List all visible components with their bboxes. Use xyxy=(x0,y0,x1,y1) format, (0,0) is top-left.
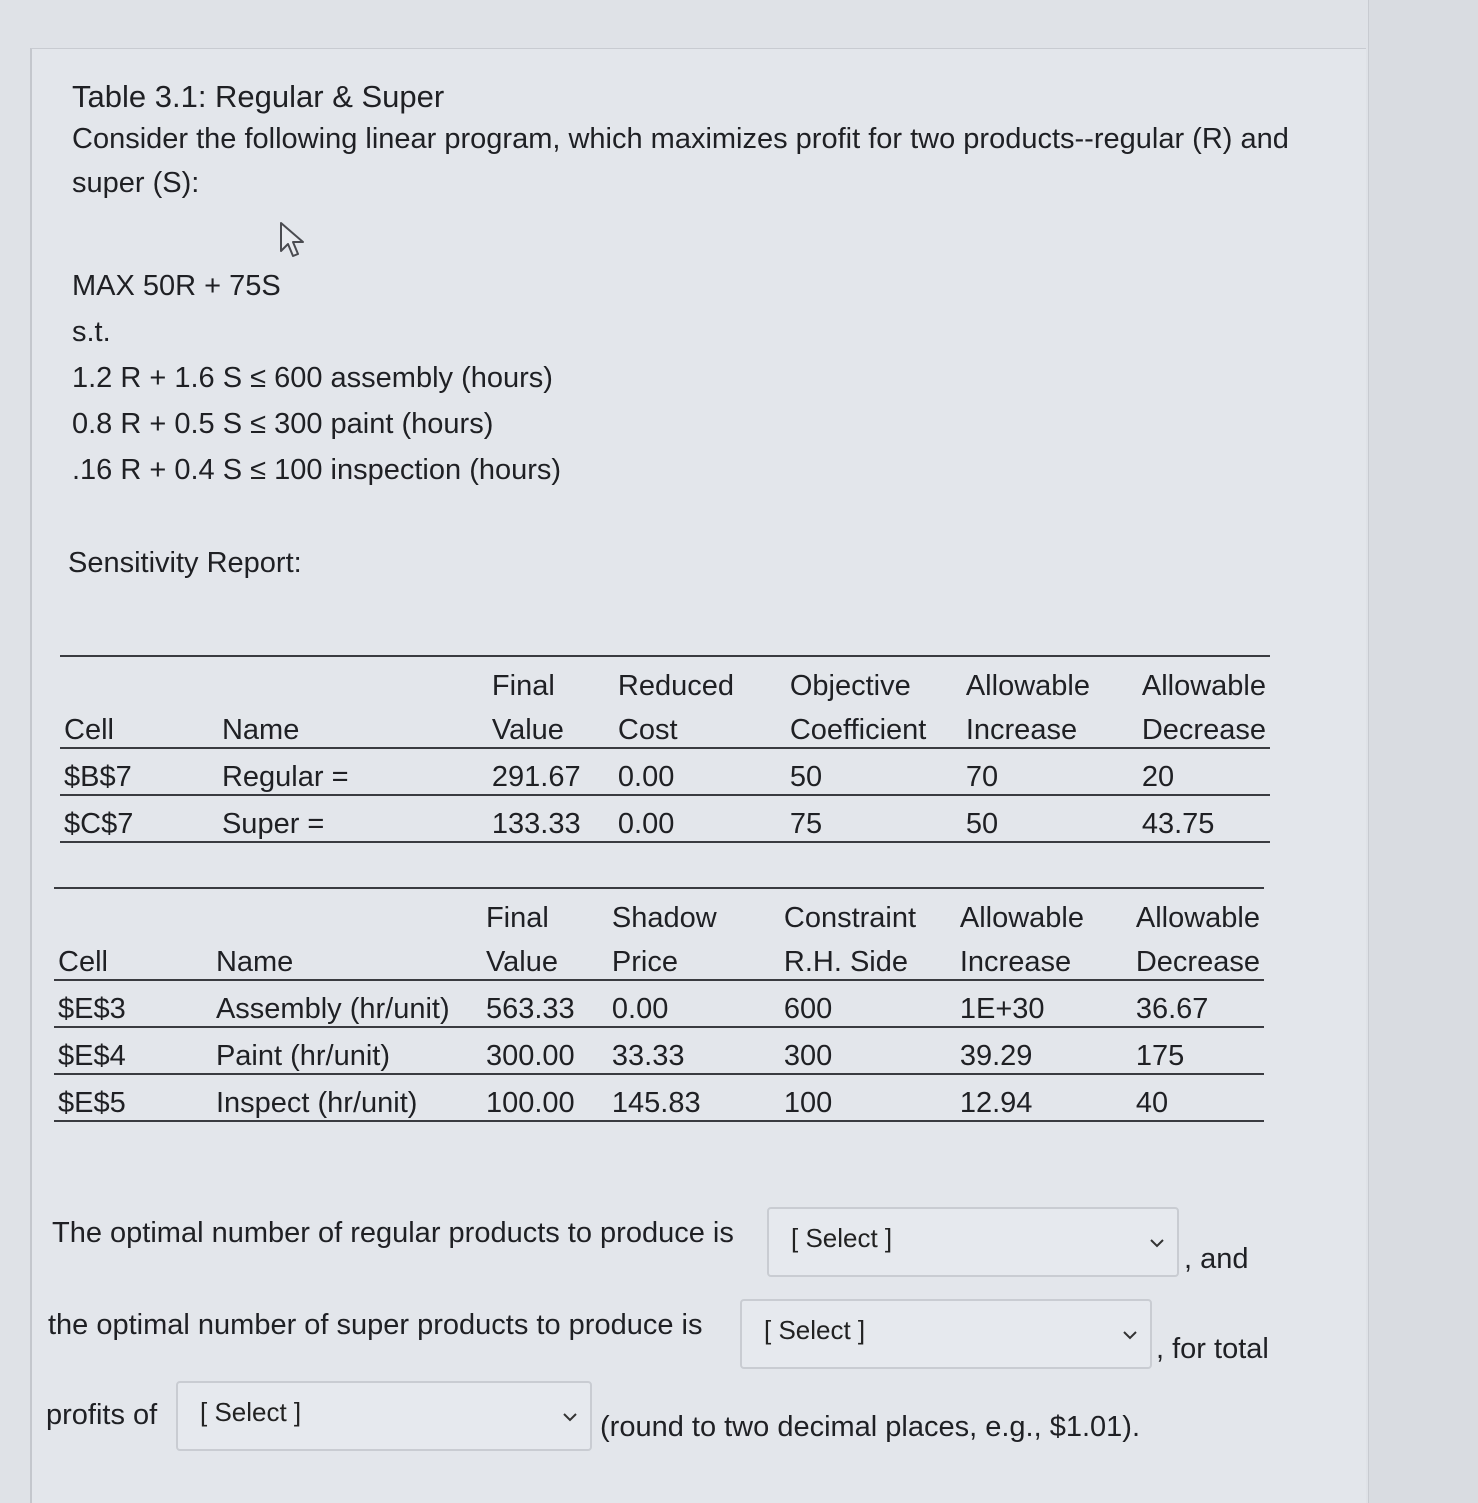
table-row xyxy=(54,980,1264,1027)
question-panel xyxy=(30,48,1366,1503)
table-header-row xyxy=(54,935,1264,980)
header-cell: Shadow xyxy=(608,888,780,935)
table-cell: 39.29 xyxy=(956,1027,1132,1074)
table-cell: 145.83 xyxy=(608,1074,780,1121)
chevron-down-icon xyxy=(1149,1235,1165,1251)
select-placeholder: [ Select ] xyxy=(764,1315,866,1345)
table-header-row xyxy=(60,656,1270,703)
header-cell: Final xyxy=(488,656,614,703)
constraints-table xyxy=(54,887,1264,1122)
header-cell: Allowable xyxy=(1138,656,1270,703)
header-cell: Decrease xyxy=(1132,935,1264,980)
header-cell: Decrease xyxy=(1138,703,1270,748)
header-cell: Allowable xyxy=(956,888,1132,935)
super-products-select[interactable] xyxy=(740,1299,1152,1369)
question-content xyxy=(72,77,1332,205)
total-profits-select[interactable] xyxy=(176,1381,592,1451)
table-row xyxy=(54,1027,1264,1074)
question-line-3-suffix: (round to two decimal places, e.g., $1.01). xyxy=(600,1411,1141,1443)
sensitivity-report-title: Sensitivity Report: xyxy=(68,547,302,579)
table-cell: Assembly (hr/unit) xyxy=(212,980,482,1027)
table-cell: 100 xyxy=(780,1074,956,1121)
table-cell: 50 xyxy=(962,795,1138,842)
table-cell: 100.00 xyxy=(482,1074,608,1121)
header-cell xyxy=(60,656,218,703)
constraint-assembly: 1.2 R + 1.6 S ≤ 600 assembly (hours) xyxy=(72,362,553,394)
header-cell xyxy=(54,888,212,935)
header-cell: Cost xyxy=(614,703,786,748)
table-cell: $B$7 xyxy=(60,748,218,795)
header-cell: Coefficient xyxy=(786,703,962,748)
table-cell: 1E+30 xyxy=(956,980,1132,1027)
select-placeholder: [ Select ] xyxy=(200,1397,302,1427)
table-title: Table 3.1: Regular & Super xyxy=(72,79,445,114)
table-cell: $E$3 xyxy=(54,980,212,1027)
table-cell: 50 xyxy=(786,748,962,795)
header-cell: Value xyxy=(482,935,608,980)
question-line-2-suffix: , for total xyxy=(1156,1333,1269,1365)
table-cell: 563.33 xyxy=(482,980,608,1027)
page-side-margin xyxy=(1368,0,1478,1503)
table-cell: 291.67 xyxy=(488,748,614,795)
subject-to-label: s.t. xyxy=(72,316,111,348)
question-line-3-prefix: profits of xyxy=(46,1399,158,1431)
header-cell: Increase xyxy=(956,935,1132,980)
header-cell: Reduced xyxy=(614,656,786,703)
table-cell: Paint (hr/unit) xyxy=(212,1027,482,1074)
header-cell: Allowable xyxy=(962,656,1138,703)
question-line-1-suffix: , and xyxy=(1184,1243,1249,1275)
header-cell: Increase xyxy=(962,703,1138,748)
table-cell: 70 xyxy=(962,748,1138,795)
table-cell: 300.00 xyxy=(482,1027,608,1074)
table-cell: $C$7 xyxy=(60,795,218,842)
table-row xyxy=(54,1074,1264,1121)
table-cell: 133.33 xyxy=(488,795,614,842)
chevron-down-icon xyxy=(562,1409,578,1425)
chevron-down-icon xyxy=(1122,1327,1138,1343)
table-cell: Super = xyxy=(218,795,488,842)
table-header-row xyxy=(60,703,1270,748)
table-cell: 43.75 xyxy=(1138,795,1270,842)
table-row xyxy=(60,795,1270,842)
header-cell: Objective xyxy=(786,656,962,703)
table-cell: 40 xyxy=(1132,1074,1264,1121)
objective-function: MAX 50R + 75S xyxy=(72,270,281,302)
table-cell: 12.94 xyxy=(956,1074,1132,1121)
table-cell: $E$5 xyxy=(54,1074,212,1121)
header-cell xyxy=(212,888,482,935)
header-cell xyxy=(218,656,488,703)
table-cell: 36.67 xyxy=(1132,980,1264,1027)
regular-products-select[interactable] xyxy=(767,1207,1179,1277)
header-cell: Value xyxy=(488,703,614,748)
constraint-inspection: .16 R + 0.4 S ≤ 100 inspection (hours) xyxy=(72,454,562,486)
header-cell: Price xyxy=(608,935,780,980)
question-line-2-prefix: the optimal number of super products to produce is xyxy=(48,1309,703,1341)
header-cell: Allowable xyxy=(1132,888,1264,935)
table-cell: 75 xyxy=(786,795,962,842)
header-cell: Name xyxy=(218,703,488,748)
table-cell: Inspect (hr/unit) xyxy=(212,1074,482,1121)
table-cell: $E$4 xyxy=(54,1027,212,1074)
header-cell: Cell xyxy=(54,935,212,980)
table-cell: 600 xyxy=(780,980,956,1027)
table-cell: 0.00 xyxy=(614,795,786,842)
linear-program xyxy=(72,263,561,493)
table-cell: 33.33 xyxy=(608,1027,780,1074)
table-header-row xyxy=(54,888,1264,935)
select-placeholder: [ Select ] xyxy=(791,1223,893,1253)
header-cell: Final xyxy=(482,888,608,935)
table-cell: 175 xyxy=(1132,1027,1264,1074)
header-cell: Cell xyxy=(60,703,218,748)
table-row xyxy=(60,748,1270,795)
header-cell: Name xyxy=(212,935,482,980)
question-line-1-prefix: The optimal number of regular products to produce is xyxy=(52,1217,734,1249)
table-cell: 20 xyxy=(1138,748,1270,795)
problem-intro: Consider the following linear program, which maximizes profit for two products--regular (R) and super (S): xyxy=(72,123,1289,199)
variable-cells-table xyxy=(60,655,1270,843)
table-cell: 0.00 xyxy=(608,980,780,1027)
mouse-cursor-icon xyxy=(278,221,308,261)
constraint-paint: 0.8 R + 0.5 S ≤ 300 paint (hours) xyxy=(72,408,494,440)
header-cell: Constraint xyxy=(780,888,956,935)
header-cell: R.H. Side xyxy=(780,935,956,980)
table-cell: Regular = xyxy=(218,748,488,795)
table-cell: 0.00 xyxy=(614,748,786,795)
table-cell: 300 xyxy=(780,1027,956,1074)
